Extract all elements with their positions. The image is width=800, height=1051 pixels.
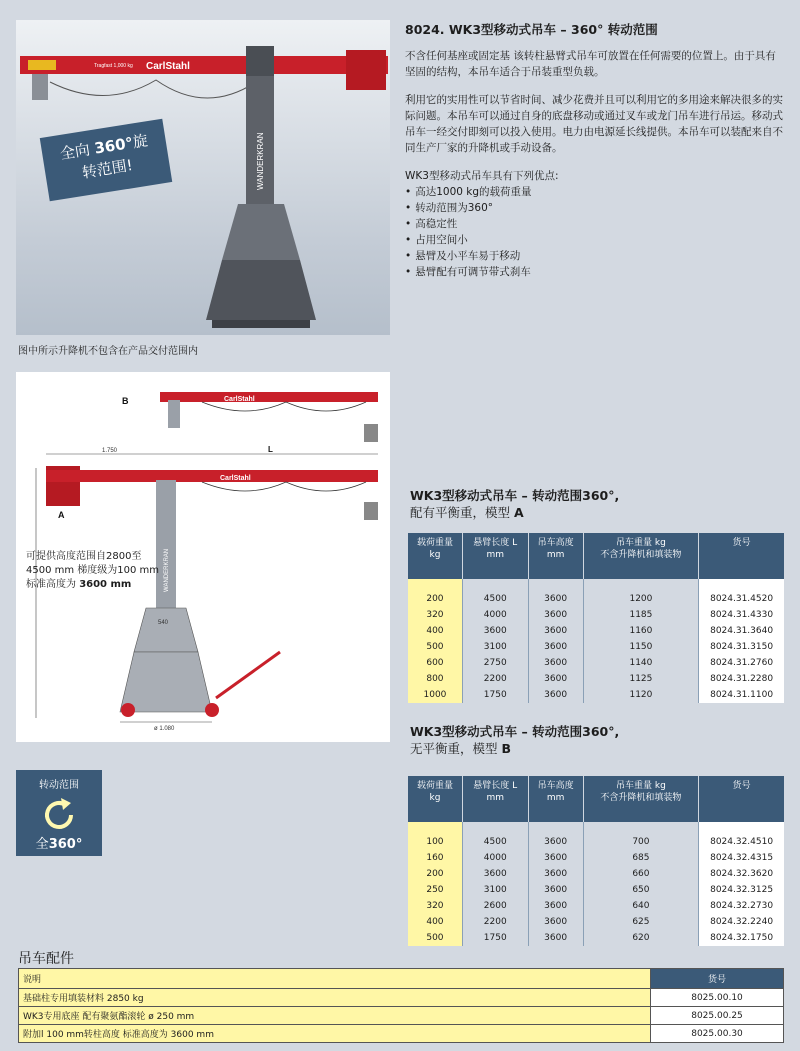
table-cell: 3100 <box>462 639 528 655</box>
rotation-badge-title: 转动范围 <box>39 780 79 791</box>
table-cell: 4000 <box>462 607 528 623</box>
table-row <box>408 850 784 866</box>
table-row <box>408 866 784 882</box>
table-row <box>408 623 784 639</box>
height-note <box>26 550 159 592</box>
table-cell: 100 <box>408 822 462 850</box>
table-row <box>408 822 784 850</box>
product-intro <box>405 22 785 280</box>
dim-540: 540 <box>158 620 169 626</box>
table-cell: 8024.31.3150 <box>699 639 784 655</box>
photo-base-top <box>222 204 300 260</box>
table-cell: 640 <box>583 898 699 914</box>
table-cell: 3600 <box>528 850 583 866</box>
table-cell: 8024.31.1100 <box>699 687 784 703</box>
table-cell: 3600 <box>528 655 583 671</box>
photo-counterweight <box>346 50 386 90</box>
table-cell: 1200 <box>583 579 699 607</box>
table-cell: 1750 <box>462 930 528 946</box>
table-cell: 8024.32.2240 <box>699 914 784 930</box>
table-cell: 8024.32.4510 <box>699 822 784 850</box>
column-header: 吊车重量 kg 不含升降机和填装物 <box>583 533 699 579</box>
promo-text-2: 旋 <box>131 131 150 152</box>
table-a-body <box>408 579 784 703</box>
advantage-item: • 转动范围为360° <box>405 200 785 216</box>
table-row <box>408 930 784 946</box>
rotation-range-badge <box>16 770 102 856</box>
drawing-handle <box>216 652 280 698</box>
drawing-hoist-b <box>364 424 378 442</box>
photo-hazard-stripe <box>28 60 56 70</box>
table-cell: 1120 <box>583 687 699 703</box>
table-cell: 8024.31.2280 <box>699 671 784 687</box>
table-b-body <box>408 822 784 946</box>
accessory-desc: 基础柱专用填装材料 2850 kg <box>19 989 651 1007</box>
table-cell: 3600 <box>462 623 528 639</box>
column-header: 吊车高度 mm <box>528 533 583 579</box>
table-a-title <box>410 487 619 521</box>
column-header: 悬臂长度 L mm <box>462 533 528 579</box>
table-cell: 3600 <box>528 898 583 914</box>
photo-cable <box>50 80 256 98</box>
accessory-code: 8025.00.10 <box>651 989 784 1007</box>
table-a-header-row <box>408 533 784 579</box>
drawing-boom-a <box>46 470 378 482</box>
accessories-body <box>19 989 784 1043</box>
intro-paragraph-1: 不含任何基座或固定基 该转柱悬臂式吊车可放置在任何需要的位置上。由于具有坚固的结构，本吊车适合于吊装重型负载。 <box>405 50 776 78</box>
drawing-base-bottom <box>120 652 212 712</box>
table-cell: 3600 <box>528 930 583 946</box>
table-b-title-line1: WK3型移动式吊车 – 转动范围360°, <box>410 724 620 739</box>
accessory-code: 8025.00.25 <box>651 1007 784 1025</box>
promo-text-360: 360° <box>93 133 135 158</box>
drawing-brand-b: CarlStahl <box>224 396 255 403</box>
height-note-line3: 标准高度为 <box>26 579 80 590</box>
table-cell: 400 <box>408 623 462 639</box>
accessories-header-desc: 说明 <box>19 969 651 989</box>
table-row <box>408 914 784 930</box>
rotate-icon <box>39 795 79 835</box>
rotation-badge-360: 360° <box>48 837 83 852</box>
crane-photo <box>16 20 390 335</box>
accessory-row <box>19 1025 784 1043</box>
table-cell: 650 <box>583 882 699 898</box>
table-cell: 1140 <box>583 655 699 671</box>
height-note-line1: 可提供高度范围自2800至 <box>26 551 142 562</box>
accessories-table <box>18 968 784 1043</box>
dim-1750: 1.750 <box>102 448 118 454</box>
photo-caption: 图中所示升降机不包含在产品交付范围内 <box>18 346 198 357</box>
accessory-row <box>19 1007 784 1025</box>
table-b-title <box>410 723 619 757</box>
table-model-b <box>408 776 784 946</box>
drawing-mast-brand: WANDERKRAN <box>164 548 170 592</box>
table-cell: 3600 <box>528 882 583 898</box>
table-cell: 1125 <box>583 671 699 687</box>
advantages-list <box>405 184 785 280</box>
table-cell: 700 <box>583 822 699 850</box>
label-b: B <box>122 396 129 406</box>
table-cell: 3100 <box>462 882 528 898</box>
table-cell: 160 <box>408 850 462 866</box>
table-cell: 3600 <box>528 639 583 655</box>
drawing-wheel-right <box>205 703 219 717</box>
table-cell: 200 <box>408 866 462 882</box>
table-row <box>408 639 784 655</box>
table-row <box>408 882 784 898</box>
accessory-desc: WK3专用底座 配有聚氨酯滚轮 ø 250 mm <box>19 1007 651 1025</box>
table-row <box>408 671 784 687</box>
label-a: A <box>58 510 65 520</box>
table-cell: 3600 <box>528 623 583 639</box>
table-row <box>408 607 784 623</box>
promo-text-1: 全向 <box>58 139 96 163</box>
table-cell: 8024.31.4330 <box>699 607 784 623</box>
column-header: 载荷重量 kg <box>408 776 462 822</box>
photo-brand: CarlStahl <box>146 61 190 72</box>
table-cell: 320 <box>408 607 462 623</box>
height-note-standard: 3600 mm <box>79 579 132 590</box>
accessory-code: 8025.00.30 <box>651 1025 784 1043</box>
photo-boom <box>20 56 388 74</box>
table-cell: 500 <box>408 639 462 655</box>
advantage-item: • 悬臂及小平车易于移动 <box>405 248 785 264</box>
table-cell: 600 <box>408 655 462 671</box>
label-l: L <box>268 445 273 454</box>
table-cell: 625 <box>583 914 699 930</box>
table-cell: 1185 <box>583 607 699 623</box>
dim-1080: ø 1.080 <box>154 726 175 732</box>
table-cell: 3600 <box>528 671 583 687</box>
column-header: 货号 <box>699 776 784 822</box>
table-cell: 8024.32.3125 <box>699 882 784 898</box>
column-header: 载荷重量 kg <box>408 533 462 579</box>
table-b-title-line2: 无平衡重，模型 <box>410 741 502 756</box>
table-cell: 2200 <box>462 671 528 687</box>
table-cell: 1160 <box>583 623 699 639</box>
promo-text-3: 转范围! <box>80 156 135 182</box>
advantages-title: WK3型移动式吊车具有下列优点: <box>405 170 559 182</box>
table-row <box>408 655 784 671</box>
column-header: 吊车高度 mm <box>528 776 583 822</box>
accessory-row <box>19 989 784 1007</box>
table-cell: 8024.32.3620 <box>699 866 784 882</box>
drawing-brand-a: CarlStahl <box>220 475 251 482</box>
photo-mast-brand: WANDERKRAN <box>256 132 265 190</box>
table-cell: 3600 <box>528 607 583 623</box>
drawing-base-top <box>134 608 198 652</box>
table-cell: 1750 <box>462 687 528 703</box>
advantage-item: • 高稳定性 <box>405 216 785 232</box>
table-cell: 620 <box>583 930 699 946</box>
table-model-a <box>408 533 784 703</box>
advantage-item: • 高达1000 kg的载荷重量 <box>405 184 785 200</box>
drawing-wheel-left <box>121 703 135 717</box>
column-header: 货号 <box>699 533 784 579</box>
rotation-badge-value <box>16 833 102 852</box>
accessories-header-code: 货号 <box>651 969 784 989</box>
table-cell: 8024.31.3640 <box>699 623 784 639</box>
table-cell: 3600 <box>528 866 583 882</box>
photo-hoist <box>32 74 48 100</box>
accessory-desc: 附加l 100 mm转柱高度 标准高度为 3600 mm <box>19 1025 651 1043</box>
table-cell: 800 <box>408 671 462 687</box>
table-cell: 2750 <box>462 655 528 671</box>
photo-boom-plate: Tragfast 1,000 kg <box>94 63 133 69</box>
table-b-header-row <box>408 776 784 822</box>
table-cell: 250 <box>408 882 462 898</box>
table-cell: 4500 <box>462 822 528 850</box>
table-row <box>408 687 784 703</box>
table-row <box>408 579 784 607</box>
table-cell: 660 <box>583 866 699 882</box>
drawing-cable-b <box>202 402 366 411</box>
table-cell: 1150 <box>583 639 699 655</box>
advantage-item: • 悬臂配有可调节带式刹车 <box>405 264 785 280</box>
drawing-boom-b <box>160 392 378 402</box>
table-cell: 3600 <box>462 866 528 882</box>
table-cell: 8024.31.2760 <box>699 655 784 671</box>
table-cell: 2200 <box>462 914 528 930</box>
table-a-model: A <box>513 505 524 520</box>
photo-column-head <box>246 46 274 76</box>
product-title: 8024. WK3型移动式吊车 – 360° 转动范围 <box>405 22 658 37</box>
table-cell: 3600 <box>528 914 583 930</box>
table-cell: 3600 <box>528 822 583 850</box>
photo-base-bottom <box>206 260 316 320</box>
drawing-cable-a <box>202 482 366 491</box>
table-a-title-line2: 配有平衡重，模型 <box>410 505 514 520</box>
table-cell: 320 <box>408 898 462 914</box>
accessories-header-row <box>19 969 784 989</box>
column-header: 悬臂长度 L mm <box>462 776 528 822</box>
advantage-item: • 占用空间小 <box>405 232 785 248</box>
table-cell: 8024.32.1750 <box>699 930 784 946</box>
drawing-hoist-a <box>364 502 378 520</box>
table-a-title-line1: WK3型移动式吊车 – 转动范围360°, <box>410 488 620 503</box>
table-cell: 8024.31.4520 <box>699 579 784 607</box>
table-cell: 1000 <box>408 687 462 703</box>
table-row <box>408 898 784 914</box>
intro-paragraph-2: 利用它的实用性可以节省时间、减少花费并且可以利用它的多用途来解决很多的实际问题。本吊车可以通过自身的底盘移动或通过叉车或龙门吊车进行吊运。移动式吊车一经交付即刻可以投入使用。电力由电源延长线提供。本吊车可以装配来自不同生产厂家的升降机或手动设备。 <box>405 94 783 154</box>
table-b-model: B <box>501 741 512 756</box>
accessories-title: 吊车配件 <box>18 951 74 967</box>
rotation-badge-pre: 全 <box>35 837 49 852</box>
table-cell: 200 <box>408 579 462 607</box>
drawing-column-b <box>168 400 180 428</box>
table-cell: 3600 <box>528 687 583 703</box>
table-cell: 400 <box>408 914 462 930</box>
photo-base-plate <box>212 320 310 328</box>
table-cell: 8024.32.2730 <box>699 898 784 914</box>
technical-drawing <box>16 372 390 742</box>
table-cell: 3600 <box>528 579 583 607</box>
table-cell: 2600 <box>462 898 528 914</box>
table-cell: 500 <box>408 930 462 946</box>
table-cell: 4500 <box>462 579 528 607</box>
column-header: 吊车重量 kg 不含升降机和填装物 <box>583 776 699 822</box>
table-cell: 685 <box>583 850 699 866</box>
height-note-line2: 4500 mm 梯度级为100 mm <box>26 565 160 576</box>
table-cell: 4000 <box>462 850 528 866</box>
table-cell: 8024.32.4315 <box>699 850 784 866</box>
